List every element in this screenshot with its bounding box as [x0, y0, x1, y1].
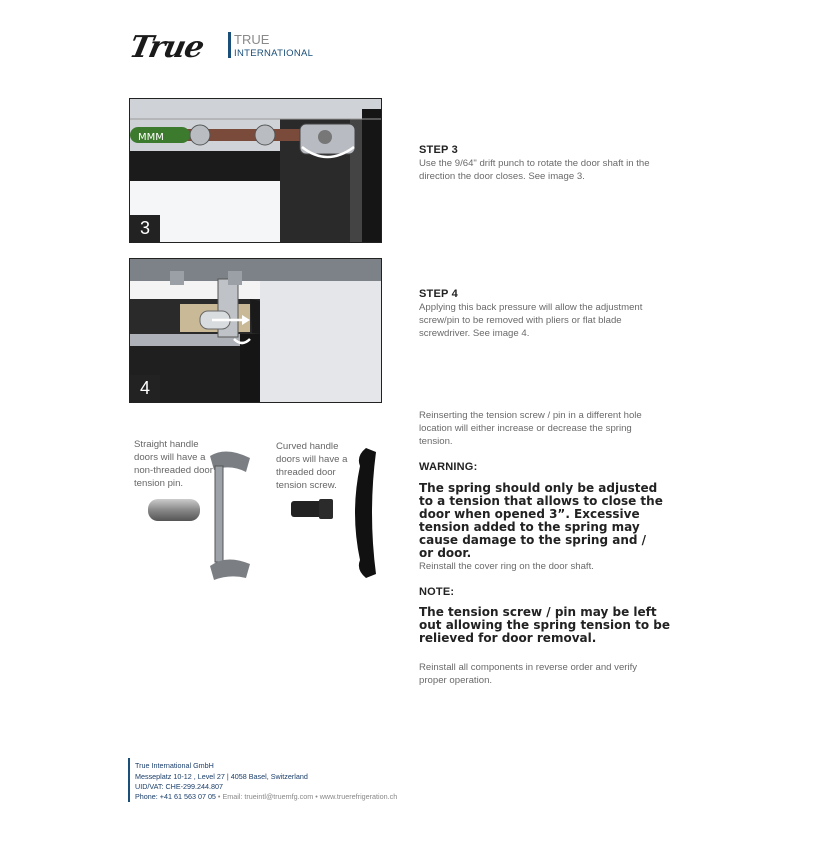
footer-address: Messeplatz 10-12 , Level 27 | 4058 Basel, Switzerland [135, 772, 308, 781]
door-shaft-illustration [130, 99, 381, 242]
image-number-badge: 3 [130, 215, 160, 242]
image-number-badge: 4 [130, 375, 160, 402]
reinsert-text: Reinserting the tension screw / pin in a different hole location will either increase or decrease the spring tension. [419, 410, 642, 447]
note-text: The tension screw / pin may be left out allowing the spring tension to be relieved for door removal. [419, 605, 670, 645]
straight-handle-caption: Straight handle doors will have a non-threaded door tension pin. [134, 439, 213, 489]
step-3-title: STEP 3 [419, 144, 458, 156]
footer-divider [128, 758, 130, 802]
curved-handle-caption: Curved handle doors will have a threaded door tension screw. [276, 441, 348, 491]
adjustment-pin-illustration [130, 259, 381, 402]
logo-subtitle: INTERNATIONAL [234, 48, 314, 59]
logo-divider [228, 32, 231, 58]
step-3-text: Use the 9/64" drift punch to rotate the door shaft in the direction the door closes. See image 3. [419, 158, 650, 182]
tension-pin-illustration [146, 497, 204, 523]
step-4-text: Applying this back pressure will allow the adjustment screw/pin to be removed with pliers or flat blade screwdriver. See image 4. [419, 302, 643, 339]
reinstall-cover-text: Reinstall the cover ring on the door shaft. [419, 561, 594, 572]
footer-contact-line [135, 792, 397, 801]
footer-phone: Phone: +41 61 563 07 05 [135, 792, 216, 801]
footer-company: True International GmbH [135, 761, 214, 770]
final-text: Reinstall all components in reverse order and verify proper operation. [419, 662, 638, 686]
note-label: NOTE: [419, 586, 455, 598]
true-logo-script: True [126, 30, 207, 65]
step-4-title: STEP 4 [419, 288, 458, 300]
image-step-4 [129, 258, 382, 403]
footer-vat: UID/VAT: CHE-299.244.807 [135, 782, 224, 791]
svg-text:MMM: MMM [138, 132, 164, 143]
straight-handle-illustration [206, 446, 256, 582]
curved-handle-illustration [346, 446, 380, 580]
warning-text: The spring should only be adjusted to a tension that allows to close the door when opened 3”. Excessive tension added to the spring may cause damage to the spring and / or door. [419, 481, 663, 560]
warning-label: WARNING: [419, 461, 478, 473]
image-step-3 [129, 98, 382, 243]
footer-email-web: • Email: trueintl@truemfg.com • www.truerefrigeration.ch [215, 792, 398, 801]
tension-screw-illustration [289, 498, 337, 520]
logo-brand-text: TRUE [234, 32, 270, 47]
